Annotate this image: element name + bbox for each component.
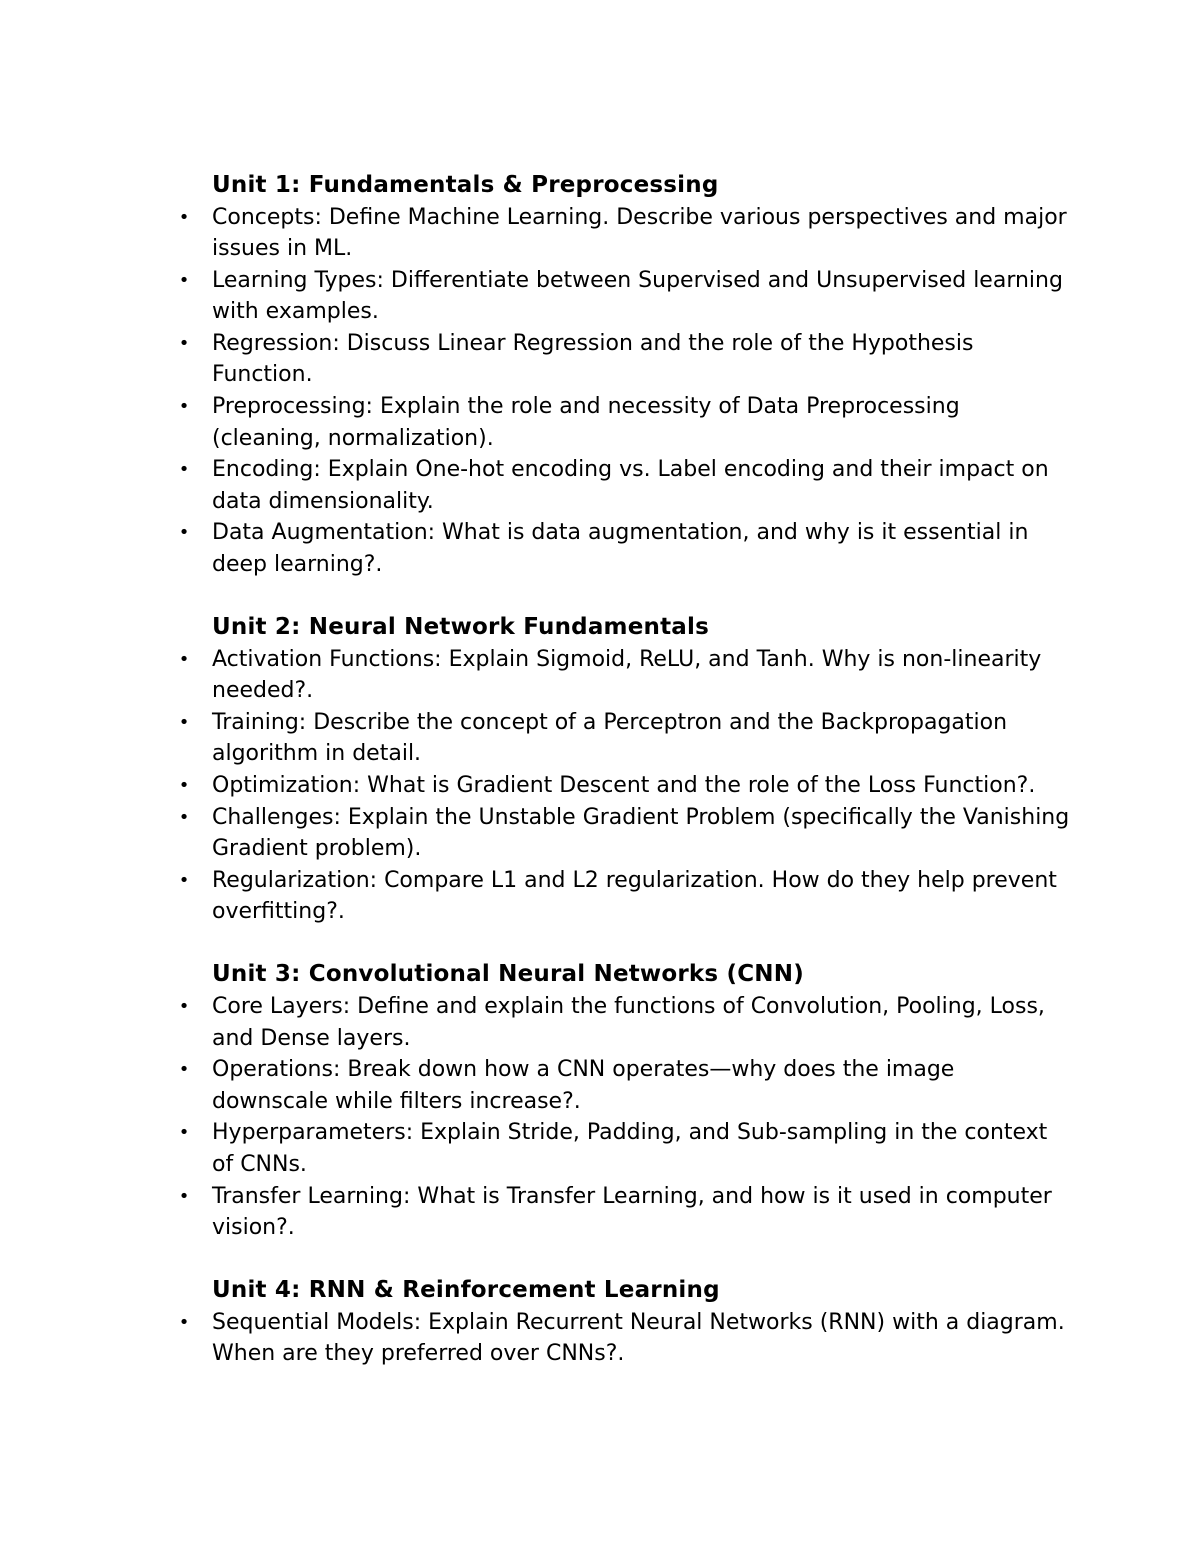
list-item-text: Learning Types: Differentiate between Supervised and Unsupervised learning with examples. xyxy=(212,267,1063,325)
list-item-text: Training: Describe the concept of a Perceptron and the Backpropagation algorithm in detail. xyxy=(212,709,1008,767)
bullet-icon: • xyxy=(178,459,190,481)
list-item xyxy=(178,865,1072,928)
list-item xyxy=(178,770,1072,802)
bullet-icon: • xyxy=(178,806,190,828)
list-item xyxy=(178,1117,1072,1180)
list-item-text: Optimization: What is Gradient Descent and the role of the Loss Function?. xyxy=(212,773,1036,798)
list-item xyxy=(178,644,1072,707)
bullet-list xyxy=(178,644,1072,928)
unit-3-section xyxy=(178,959,1072,1243)
list-item xyxy=(178,328,1072,391)
list-item-text: Preprocessing: Explain the role and necessity of Data Preprocessing (cleaning, normalization). xyxy=(212,394,960,451)
bullet-icon: • xyxy=(178,269,190,291)
bullet-icon: • xyxy=(178,711,190,733)
document-body xyxy=(178,170,1072,1401)
list-item xyxy=(178,802,1072,865)
bullet-icon: • xyxy=(178,1311,190,1333)
list-item xyxy=(178,454,1072,517)
list-item-text: Hyperparameters: Explain Stride, Padding, and Sub-sampling in the context of CNNs. xyxy=(212,1120,1048,1177)
unit-4-section xyxy=(178,1275,1072,1370)
list-item-text: Sequential Models: Explain Recurrent Neural Networks (RNN) with a diagram. When are they preferred over CNNs?. xyxy=(212,1309,1065,1367)
bullet-icon: • xyxy=(178,1122,190,1144)
list-item xyxy=(178,391,1072,454)
list-item-text: Data Augmentation: What is data augmentation, and why is it essential in deep learning?. xyxy=(212,520,1029,578)
unit-heading: Unit 1: Fundamentals & Preprocessing xyxy=(212,172,719,198)
bullet-list xyxy=(178,991,1072,1244)
list-item-text: Core Layers: Define and explain the functions of Convolution, Pooling, Loss, and Dense layers. xyxy=(212,993,1045,1051)
list-item xyxy=(178,265,1072,328)
list-item xyxy=(178,202,1072,265)
bullet-icon: • xyxy=(178,995,190,1017)
list-item-text: Regularization: Compare L1 and L2 regularization. How do they help prevent overfitting?. xyxy=(212,867,1057,925)
bullet-icon: • xyxy=(178,332,190,354)
list-item-text: Concepts: Define Machine Learning. Describe various perspectives and major issues in ML. xyxy=(212,204,1067,262)
bullet-icon: • xyxy=(178,648,190,670)
list-item xyxy=(178,1054,1072,1117)
bullet-icon: • xyxy=(178,206,190,228)
unit-2-section xyxy=(178,612,1072,928)
list-item xyxy=(178,1307,1072,1370)
bullet-icon: • xyxy=(178,775,190,796)
list-item xyxy=(178,991,1072,1054)
list-item-text: Operations: Break down how a CNN operates—why does the image downscale while filters increase?. xyxy=(212,1057,955,1114)
list-item xyxy=(178,707,1072,770)
bullet-list xyxy=(178,1307,1072,1370)
list-item-text: Transfer Learning: What is Transfer Learning, and how is it used in computer vision?. xyxy=(212,1183,1052,1241)
bullet-icon: • xyxy=(178,396,190,418)
bullet-list xyxy=(178,202,1072,581)
unit-1-section xyxy=(178,170,1072,581)
bullet-icon: • xyxy=(178,1185,190,1207)
unit-heading: Unit 4: RNN & Reinforcement Learning xyxy=(212,1277,720,1304)
bullet-icon: • xyxy=(178,869,190,891)
bullet-icon: • xyxy=(178,1059,190,1081)
list-item-text: Encoding: Explain One-hot encoding vs. Label encoding and their impact on data dimensionality. xyxy=(212,457,1049,514)
list-item xyxy=(178,517,1072,580)
list-item-text: Regression: Discuss Linear Regression and the role of the Hypothesis Function. xyxy=(212,330,974,388)
unit-heading: Unit 2: Neural Network Fundamentals xyxy=(212,614,709,641)
list-item-text: Activation Functions: Explain Sigmoid, ReLU, and Tanh. Why is non-linearity needed?. xyxy=(212,646,1042,704)
list-item-text: Challenges: Explain the Unstable Gradient Problem (specifically the Vanishing Gradient problem). xyxy=(212,804,1070,862)
bullet-icon: • xyxy=(178,522,190,544)
unit-heading: Unit 3: Convolutional Neural Networks (CNN) xyxy=(212,961,804,988)
list-item xyxy=(178,1181,1072,1244)
